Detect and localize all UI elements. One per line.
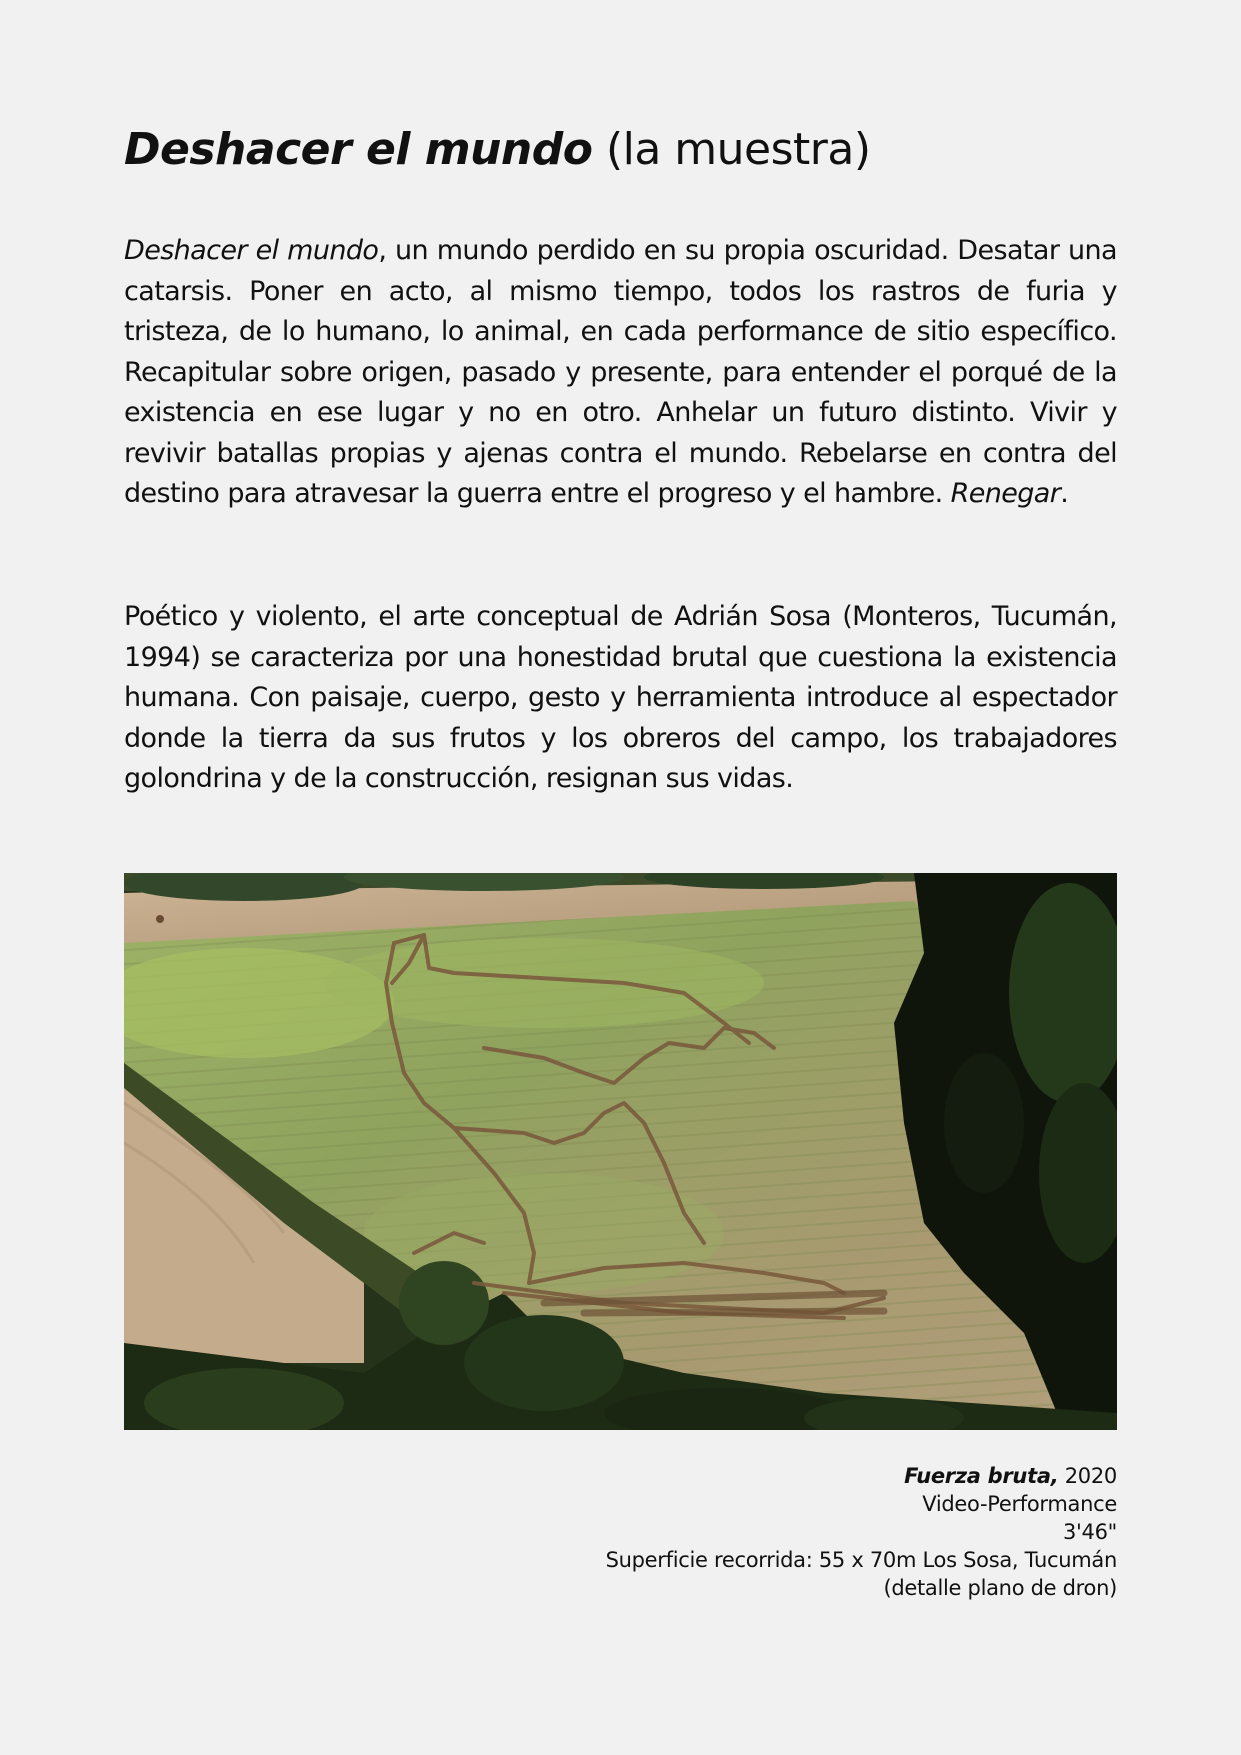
intro-paragraph bbox=[124, 231, 1117, 515]
caption-detail: (detalle plano de dron) bbox=[883, 1576, 1117, 1600]
artwork-caption bbox=[606, 1462, 1117, 1602]
caption-surface: Superficie recorrida: 55 x 70m Los Sosa, Tucumán bbox=[605, 1548, 1117, 1572]
caption-title-line bbox=[606, 1462, 1117, 1490]
caption-year: 2020 bbox=[1058, 1464, 1117, 1488]
intro-end-italic: Renegar bbox=[950, 478, 1061, 509]
title-suffix: (la muestra) bbox=[592, 124, 871, 175]
intro-body-text: , un mundo perdido en su propia oscuridad. Desatar una catarsis. Poner en acto, al mismo tiempo, todos los rastros de furia y tristeza, de lo humano, lo animal, en cada performance de sitio específico. Recapitular sobre origen, pasado y presente, para entender el porqué de la existencia en ese lugar y no en otro. Anhelar un futuro distinto. Vivir y revivir batallas propias y ajenas contra el mundo. Rebelarse en contra del destino para atravesar la guerra entre el progreso y el hambre. bbox=[124, 235, 1118, 509]
aerial-field-photo bbox=[124, 873, 1117, 1430]
intro-end-punct: . bbox=[1060, 478, 1069, 509]
intro-lead-italic: Deshacer el mundo bbox=[124, 235, 379, 266]
title-main: Deshacer el mundo bbox=[124, 124, 593, 175]
artist-paragraph: Poético y violento, el arte conceptual de Adrián Sosa (Monteros, Tucumán, 1994) se caracteriza por una honestidad brutal que cuestiona la existencia humana. Con paisaje, cuerpo, gesto y herramienta introduce al espectador donde la tierra da sus frutos y los obreros del campo, los trabajadores golondrina y de la construcción, resignan sus vidas. bbox=[124, 601, 1117, 794]
caption-title: Fuerza bruta, bbox=[904, 1464, 1059, 1488]
caption-duration: 3'46" bbox=[1062, 1520, 1117, 1544]
page-title bbox=[124, 122, 871, 178]
caption-medium: Video-Performance bbox=[922, 1492, 1117, 1516]
